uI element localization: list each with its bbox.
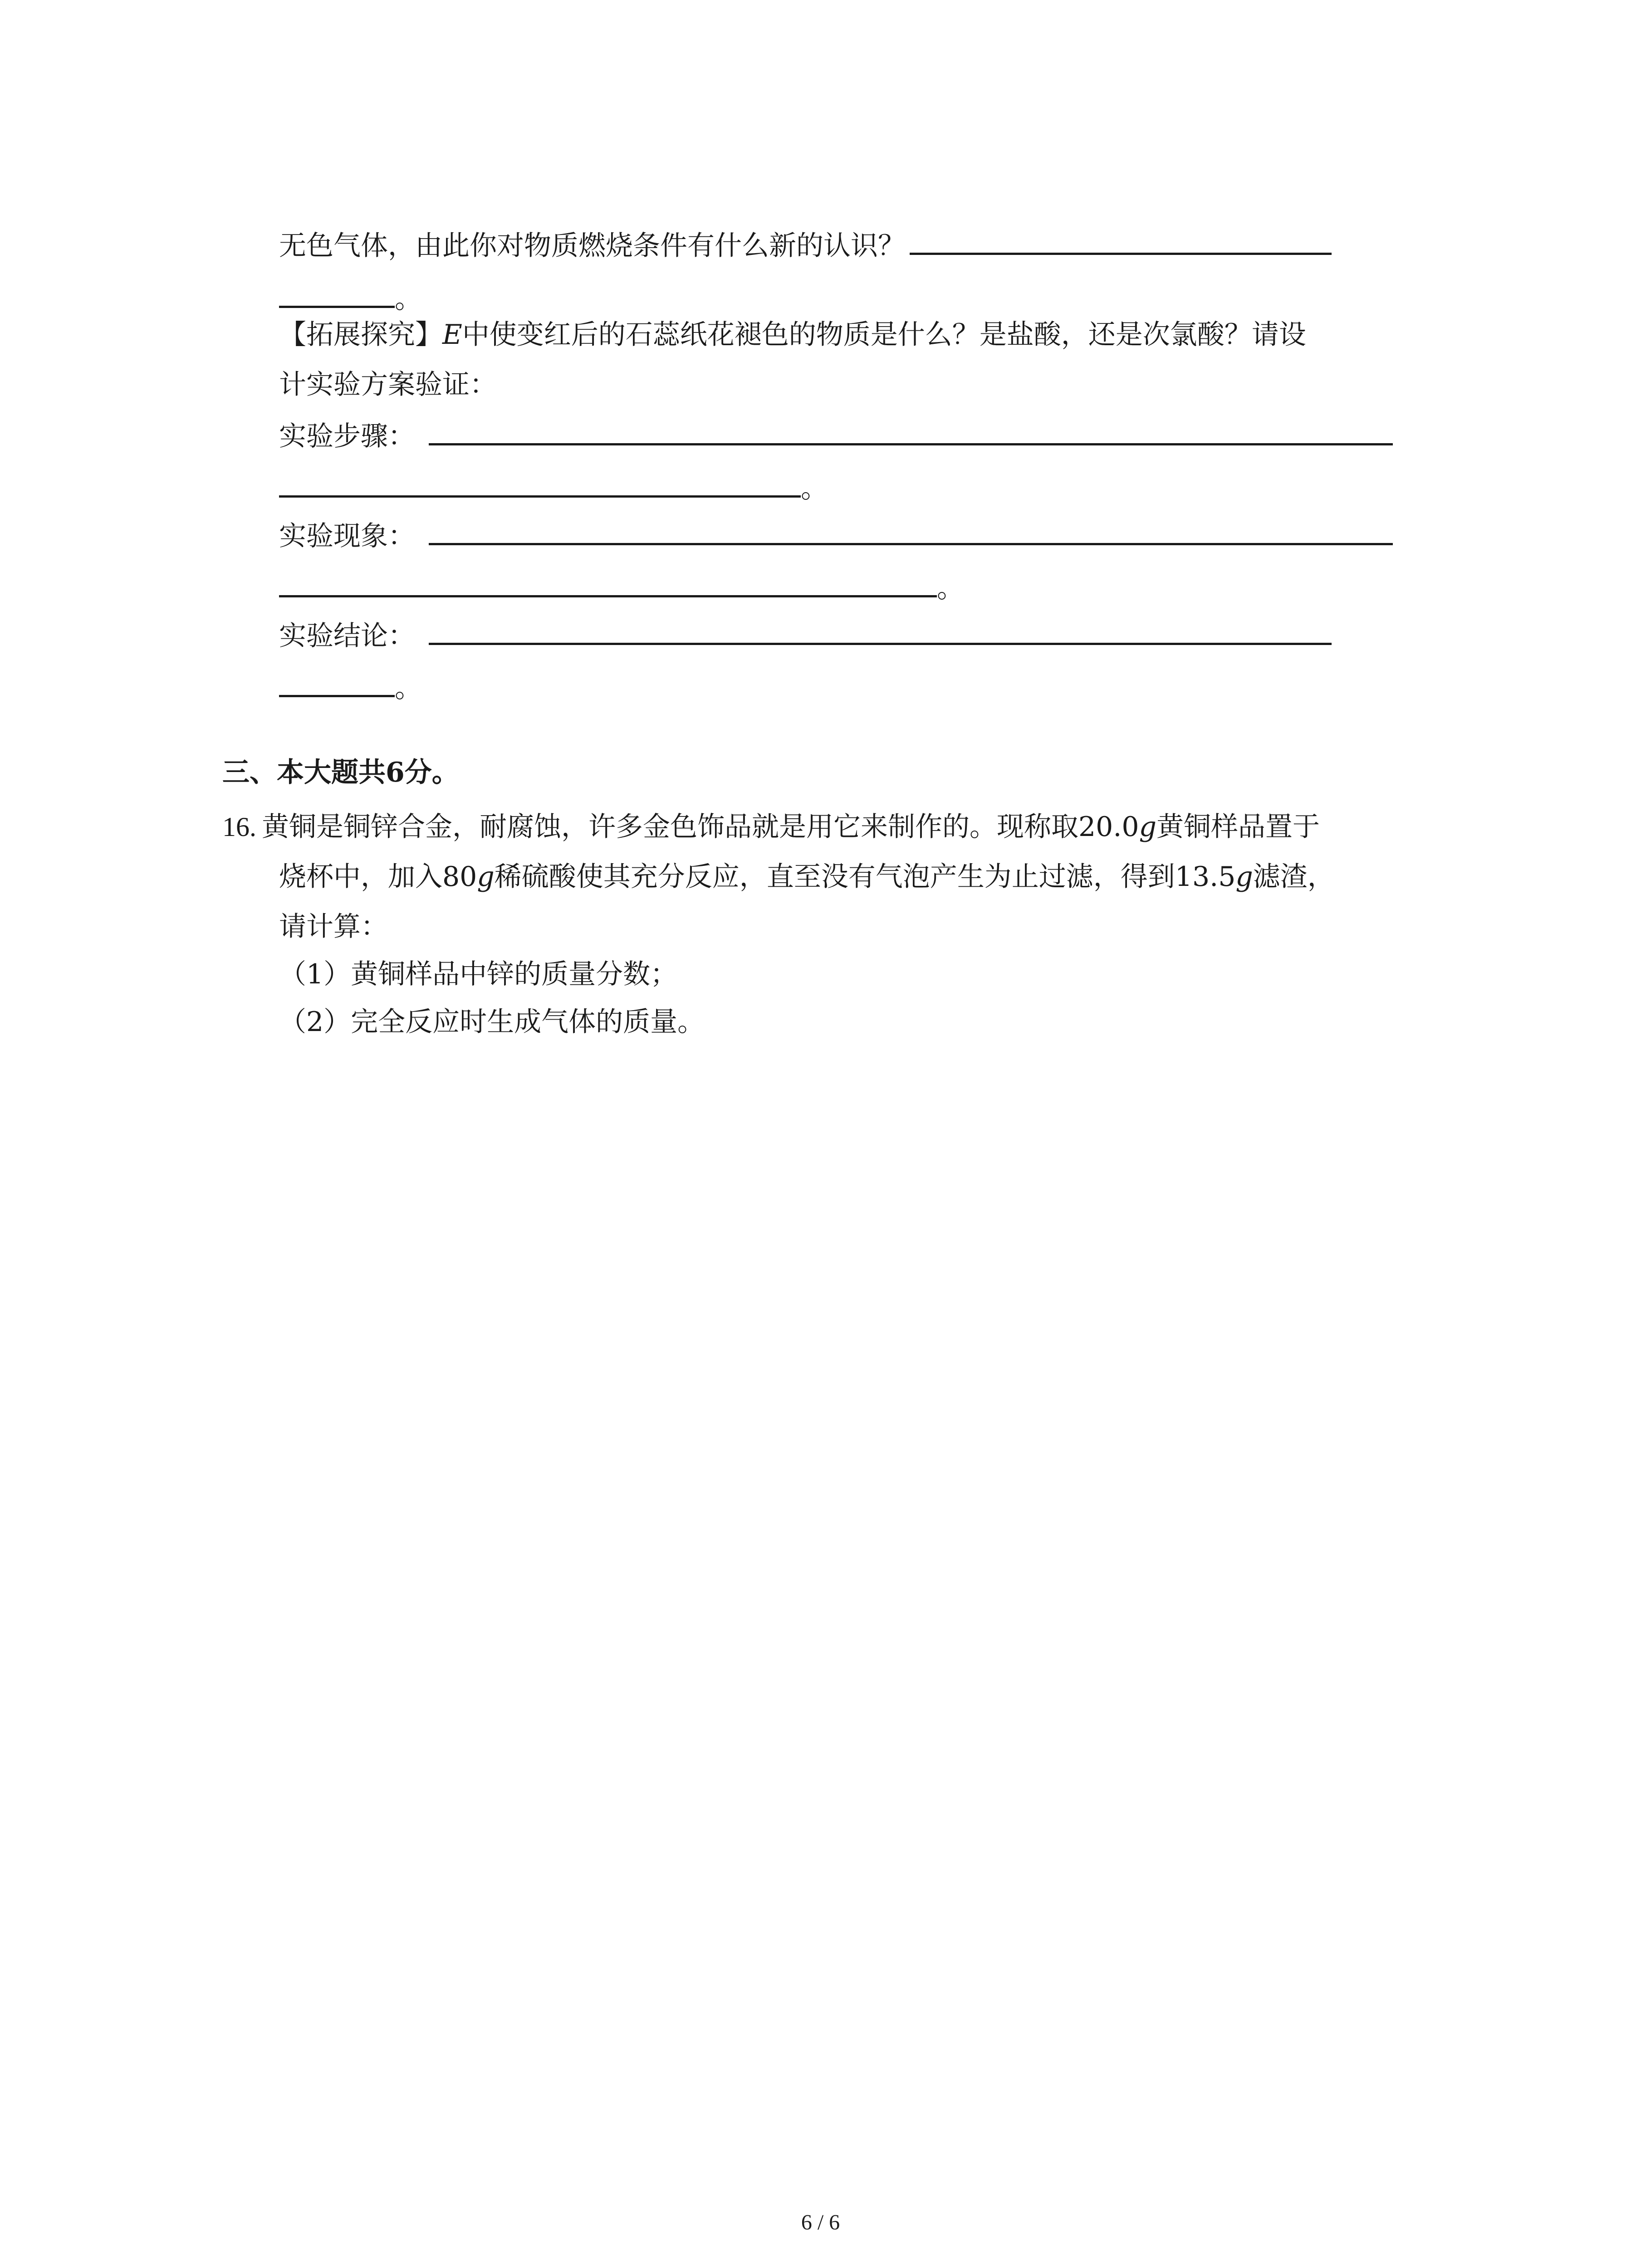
unit-g: g	[1139, 811, 1157, 843]
extension-text-2: 计实验方案验证：	[279, 369, 497, 401]
q16-sub1	[279, 957, 677, 992]
conclusion-line2	[279, 667, 422, 705]
steps-blank-2[interactable]	[279, 467, 801, 498]
answer-blank[interactable]	[910, 225, 1332, 255]
prev-question-line2	[279, 278, 422, 316]
section-heading	[222, 755, 459, 790]
period: 。	[937, 572, 964, 604]
q16-line2	[279, 860, 1335, 894]
unit-g: g	[1235, 861, 1253, 893]
q16-text-a: 黄铜是铜锌合金，耐腐蚀，许多金色饰品就是用它来制作的。现称取20.0	[262, 811, 1139, 843]
phenomena-label: 实验现象：	[279, 520, 415, 552]
q16-sub2	[279, 1005, 705, 1039]
conclusion-label: 实验结论：	[279, 620, 415, 652]
phenomena-blank[interactable]	[429, 515, 1393, 545]
conclusion-blank[interactable]	[429, 615, 1332, 645]
page-number: 6 / 6	[801, 2210, 840, 2234]
q16-sub1-text: （1）黄铜样品中锌的质量分数；	[279, 958, 678, 990]
extension-var: E	[442, 319, 462, 351]
q16-sub2-text: （2）完全反应时生成气体的质量。	[279, 1006, 705, 1038]
conclusion-line1	[279, 615, 1332, 653]
steps-line1	[279, 415, 1393, 454]
extension-line2	[279, 367, 497, 402]
period: 。	[801, 473, 828, 504]
question-number: 16.	[222, 812, 256, 842]
unit-g: g	[477, 861, 495, 893]
steps-line2	[279, 467, 828, 506]
period: 。	[395, 283, 422, 315]
phenomena-line2	[279, 567, 964, 606]
extension-line1	[279, 318, 1306, 352]
q16-text-2c: 滤渣，	[1253, 861, 1335, 893]
period: 。	[395, 672, 422, 704]
q16-text-b: 黄铜样品置于	[1156, 811, 1320, 843]
q16-text-3: 请计算：	[279, 911, 388, 943]
q16-text-2b: 稀硫酸使其充分反应，直至没有气泡产生为止过滤，得到13.5	[494, 861, 1236, 893]
q16-line3	[279, 909, 388, 944]
steps-blank[interactable]	[429, 415, 1393, 445]
prev-question-text: 无色气体，由此你对物质燃烧条件有什么新的认识？	[279, 230, 905, 262]
q16-line1	[222, 810, 1447, 844]
section-heading-text: 三、本大题共6分。	[222, 757, 459, 788]
extension-text: 中使变红后的石蕊纸花褪色的物质是什么？是盐酸，还是次氯酸？请设	[462, 319, 1306, 351]
phenomena-line1	[279, 515, 1393, 553]
prev-question-line1	[279, 225, 1332, 263]
extension-prefix: 【拓展探究】	[279, 319, 442, 351]
conclusion-blank-2[interactable]	[279, 667, 395, 697]
steps-label: 实验步骤：	[279, 420, 415, 452]
q16-text-2a: 烧杯中，加入80	[279, 861, 477, 893]
answer-blank[interactable]	[279, 278, 395, 308]
phenomena-blank-2[interactable]	[279, 567, 937, 597]
